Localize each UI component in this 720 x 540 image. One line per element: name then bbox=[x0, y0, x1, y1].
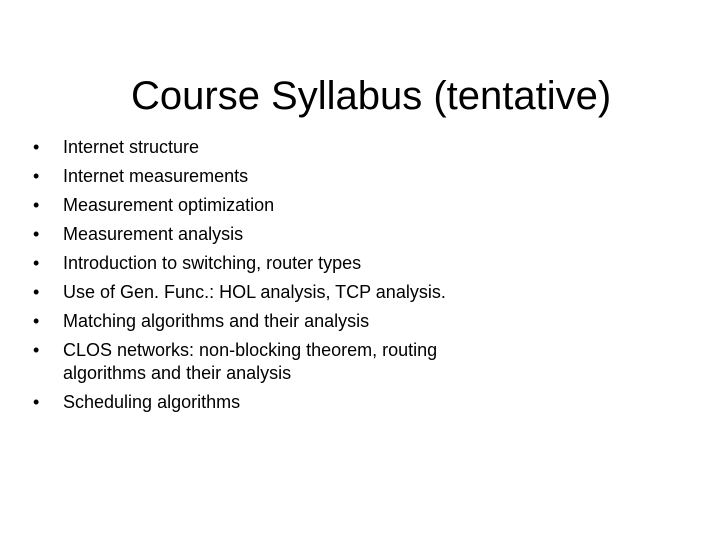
bullet-icon: • bbox=[33, 340, 40, 360]
bullet-icon: • bbox=[33, 282, 40, 302]
bullet-item-measurement-analysis bbox=[0, 223, 663, 246]
bullet-text: Introduction to switching, router types bbox=[63, 253, 362, 273]
bullet-text: Measurement optimization bbox=[63, 195, 275, 215]
bullet-item-internet-structure bbox=[0, 136, 663, 159]
bullet-text: Use of Gen. Func.: HOL analysis, TCP analysis. bbox=[63, 282, 446, 302]
bullet-text: Internet measurements bbox=[63, 166, 249, 186]
bullet-item-scheduling-algorithms bbox=[0, 391, 663, 414]
bullet-item-measurement-optimization bbox=[0, 194, 663, 217]
bullet-icon: • bbox=[33, 195, 40, 215]
bullet-text: Internet structure bbox=[63, 137, 200, 157]
bullet-icon: • bbox=[33, 392, 40, 412]
bullet-text: Measurement analysis bbox=[63, 224, 244, 244]
bullet-icon: • bbox=[33, 311, 40, 331]
bullet-text: CLOS networks: non-blocking theorem, routing algorithms and their analysis bbox=[63, 340, 438, 383]
bullet-icon: • bbox=[33, 137, 40, 157]
bullet-icon: • bbox=[33, 253, 40, 273]
bullet-item-clos-networks bbox=[0, 339, 483, 385]
syllabus-bullet-list bbox=[0, 136, 720, 420]
bullet-text: Scheduling algorithms bbox=[63, 392, 241, 412]
bullet-item-introduction-to-switching bbox=[0, 252, 663, 275]
bullet-item-internet-measurements bbox=[0, 165, 663, 188]
bullet-item-gen-func bbox=[0, 281, 663, 304]
bullet-text: Matching algorithms and their analysis bbox=[63, 311, 370, 331]
bullet-icon: • bbox=[33, 166, 40, 186]
slide-title: Course Syllabus (tentative) bbox=[131, 74, 612, 118]
bullet-icon: • bbox=[33, 224, 40, 244]
bullet-item-matching-algorithms bbox=[0, 310, 663, 333]
